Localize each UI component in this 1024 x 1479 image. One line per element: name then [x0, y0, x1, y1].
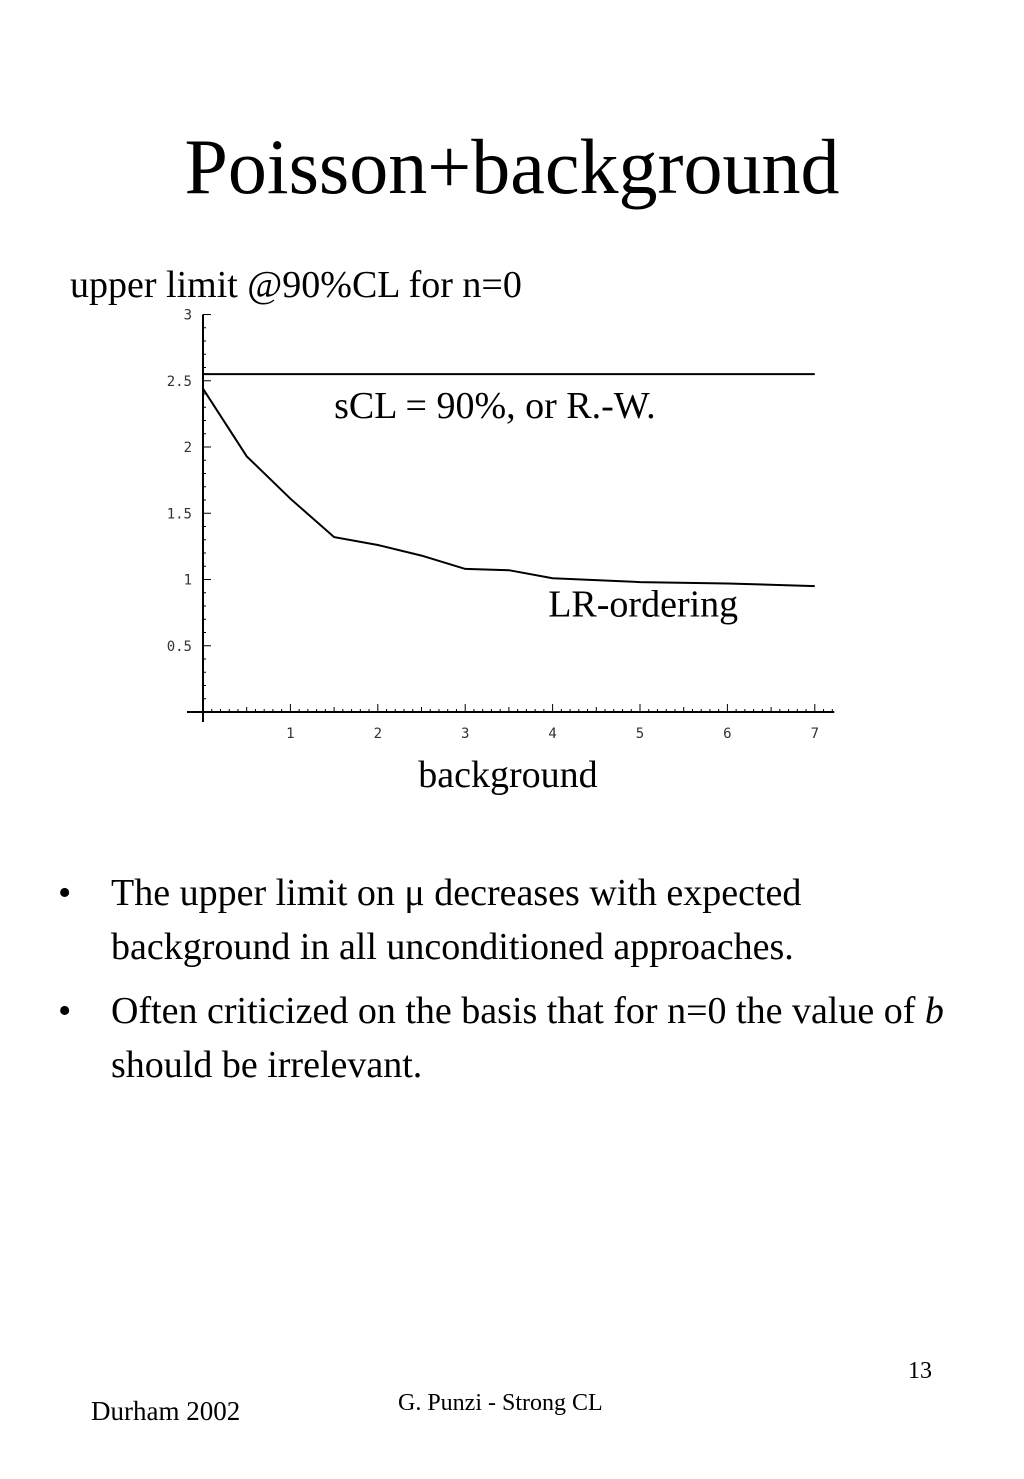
y-tick-label: 1.5: [166, 506, 192, 523]
y-tick-label: 1: [183, 572, 192, 589]
slide-number: 13: [908, 1358, 932, 1384]
y-tick-label: 2.5: [166, 373, 192, 390]
bullet-item-2: [58, 984, 958, 1092]
chart-axes: [187, 315, 834, 723]
y-tick-label: 2: [183, 440, 192, 456]
bullet-item-1: [58, 866, 958, 974]
annotation-lr-ordering: LR-ordering: [548, 583, 739, 626]
x-axis-label: background: [418, 754, 598, 796]
x-tick-label: 4: [548, 726, 557, 742]
x-tick-label: 2: [373, 726, 383, 742]
x-tick-label: 7: [810, 726, 820, 742]
footer-center: G. Punzi - Strong CL: [398, 1390, 603, 1416]
chart-heading: upper limit @90%CL for n=0: [70, 264, 522, 306]
y-tick-label: 3: [183, 307, 192, 324]
slide-title: Poisson+background: [184, 123, 840, 210]
footer-left: Durham 2002: [91, 1396, 241, 1426]
bullet-text-before: Often criticized on the basis that for n=0 the value of: [111, 990, 925, 1032]
bullet-dot: •: [58, 872, 72, 914]
x-tick-label: 6: [723, 726, 732, 742]
x-tick-label: 3: [460, 726, 470, 742]
chart-ticks: [167, 308, 833, 743]
chart-annotations: [334, 385, 738, 626]
bullet-text: The upper limit on μ decreases with expected background in all unconditioned approaches.: [111, 872, 802, 968]
bullet-list: [58, 866, 958, 1102]
bullet-text-italic: b: [924, 990, 944, 1032]
bullet-text-after: should be irrelevant.: [111, 1044, 423, 1086]
bullet-dot: •: [58, 990, 72, 1032]
y-tick-label: 0.5: [166, 638, 192, 655]
annotation-scl: sCL = 90%, or R.-W.: [334, 384, 656, 427]
x-tick-label: 5: [635, 726, 645, 742]
x-tick-label: 1: [286, 726, 295, 742]
